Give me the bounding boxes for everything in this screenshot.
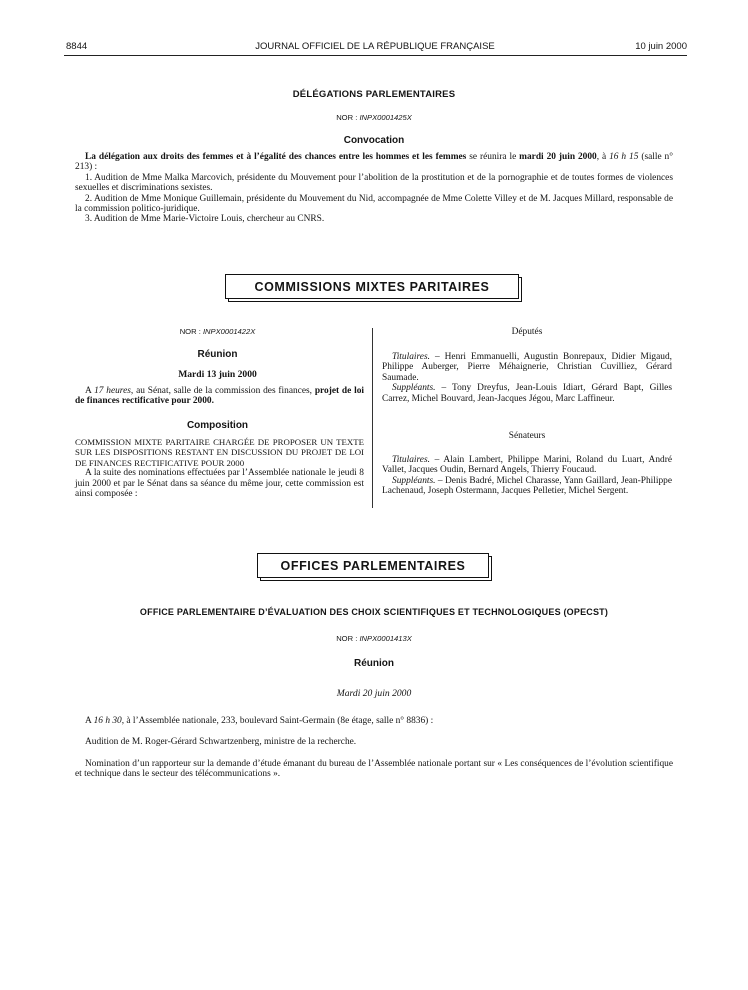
- convocation-item-2: 2. Audition de Mme Monique Guillemain, présidente du Mouvement du Nid, accompagnée de Mme Colette Villey et de M. Jacques Millard, responsable de la commission politico-juridique.: [75, 193, 673, 215]
- deputes-list: Titulaires. – Henri Emmanuelli, Augustin Bonrepaux, Didier Migaud, Philippe Auberger, Pierre Méhaignerie, Christian Cuvilliez, Gérard Saumade. Suppléants. – Tony Dreyfus, Jean-Louis Idiart, Gérard Bapt, Gilles Carrez, Michel Bouvard, Jean-Jacques Jégou, Marc Laffineur.: [382, 352, 672, 404]
- cmp-composition-caps: COMMISSION MIXTE PARITAIRE CHARGÉE DE PROPOSER UN TEXTE SUR LES DISPOSITIONS RESTANT EN DISCUSSION DU PROJET DE LOI DE FINANCES RECTIFICATIVE POUR 2000: [75, 437, 364, 468]
- senateurs-list: Titulaires. – Alain Lambert, Philippe Marini, Roland du Luart, André Vallet, Jacques Oudin, Bernard Angels, Thierry Foucaud. Suppléants. – Denis Badré, Michel Charasse, Yann Gaillard, Jean-Philippe Lachenaud, Joseph Ostermann, Jacques Pelletier, Michel Sergent.: [382, 455, 672, 497]
- offices-line-3: Nomination d’un rapporteur sur la demande d’étude émanant du bureau de l’Assemblée nationale portant sur « Les conséquences de l’évolution scientifique et technique dans le secteur des télécommunications ».: [75, 758, 673, 780]
- convocation-body: [75, 152, 673, 225]
- convocation-item-1: 1. Audition de Mme Malka Marcovich, présidente du Mouvement pour l’abolition de la prostitution et de la pornographie et de toutes formes de violences sexuelles et discriminations sexistes.: [75, 172, 673, 194]
- nor-label: NOR :: [336, 113, 358, 122]
- convocation-title: Convocation: [343, 135, 405, 146]
- delegations-nor: [0, 113, 748, 122]
- senateurs-title: Sénateurs: [508, 431, 546, 441]
- cmp-reunion-date: Mardi 13 juin 2000: [178, 369, 257, 380]
- column-divider: [372, 328, 373, 508]
- offices-line-1: A 16 h 30, à l’Assemblée nationale, 233, boulevard Saint-Germain (8e étage, salle n° 8836) :: [85, 716, 434, 726]
- cmp-reunion-title: Réunion: [197, 349, 238, 360]
- offices-reunion-title: Réunion: [354, 658, 394, 669]
- convocation-intro: La délégation aux droits des femmes et à l’égalité des chances entre les hommes et les femmes se réunira le mardi 20 juin 2000, à 16 h 15 (salle n° 213) :: [75, 152, 673, 173]
- cmp-composition-text: A la suite des nominations effectuées par l’Assemblée nationale le jeudi 8 juin 2000 et par le Sénat dans sa séance du même jour, cette commission est ainsi composée :: [75, 468, 364, 500]
- journal-title: JOURNAL OFFICIEL DE LA RÉPUBLIQUE FRANÇAISE: [255, 41, 495, 52]
- offices-line-2: Audition de M. Roger-Gérard Schwartzenberg, ministre de la recherche.: [85, 737, 357, 748]
- header-rule: [64, 55, 687, 56]
- opecst-title: OFFICE PARLEMENTAIRE D’ÉVALUATION DES CHOIX SCIENTIFIQUES ET TECHNOLOGIQUES (OPECST): [139, 607, 609, 617]
- cmp-nor: NOR : INPX0001422X: [179, 327, 256, 336]
- delegations-title: DÉLÉGATIONS PARLEMENTAIRES: [292, 89, 456, 100]
- offices-banner: OFFICES PARLEMENTAIRES: [257, 553, 489, 578]
- cmp-meeting: A 17 heures, au Sénat, salle de la commission des finances, projet de loi de finances rectificative pour 2000.: [75, 386, 365, 407]
- deputes-title: Députés: [511, 327, 543, 337]
- offices-body: [75, 716, 673, 780]
- nor-code: INPX0001425X: [359, 113, 412, 122]
- cmp-banner: COMMISSIONS MIXTES PARITAIRES: [225, 274, 519, 299]
- cmp-composition: [75, 437, 364, 499]
- offices-reunion-date: Mardi 20 juin 2000: [336, 688, 412, 699]
- page-number: 8844: [66, 41, 88, 52]
- convocation-item-3: 3. Audition de Mme Marie-Victoire Louis, chercheur au CNRS.: [85, 214, 325, 225]
- header-date: 10 juin 2000: [635, 41, 687, 52]
- cmp-composition-title: Composition: [186, 420, 249, 431]
- offices-nor: NOR : INPX0001413X: [336, 634, 412, 643]
